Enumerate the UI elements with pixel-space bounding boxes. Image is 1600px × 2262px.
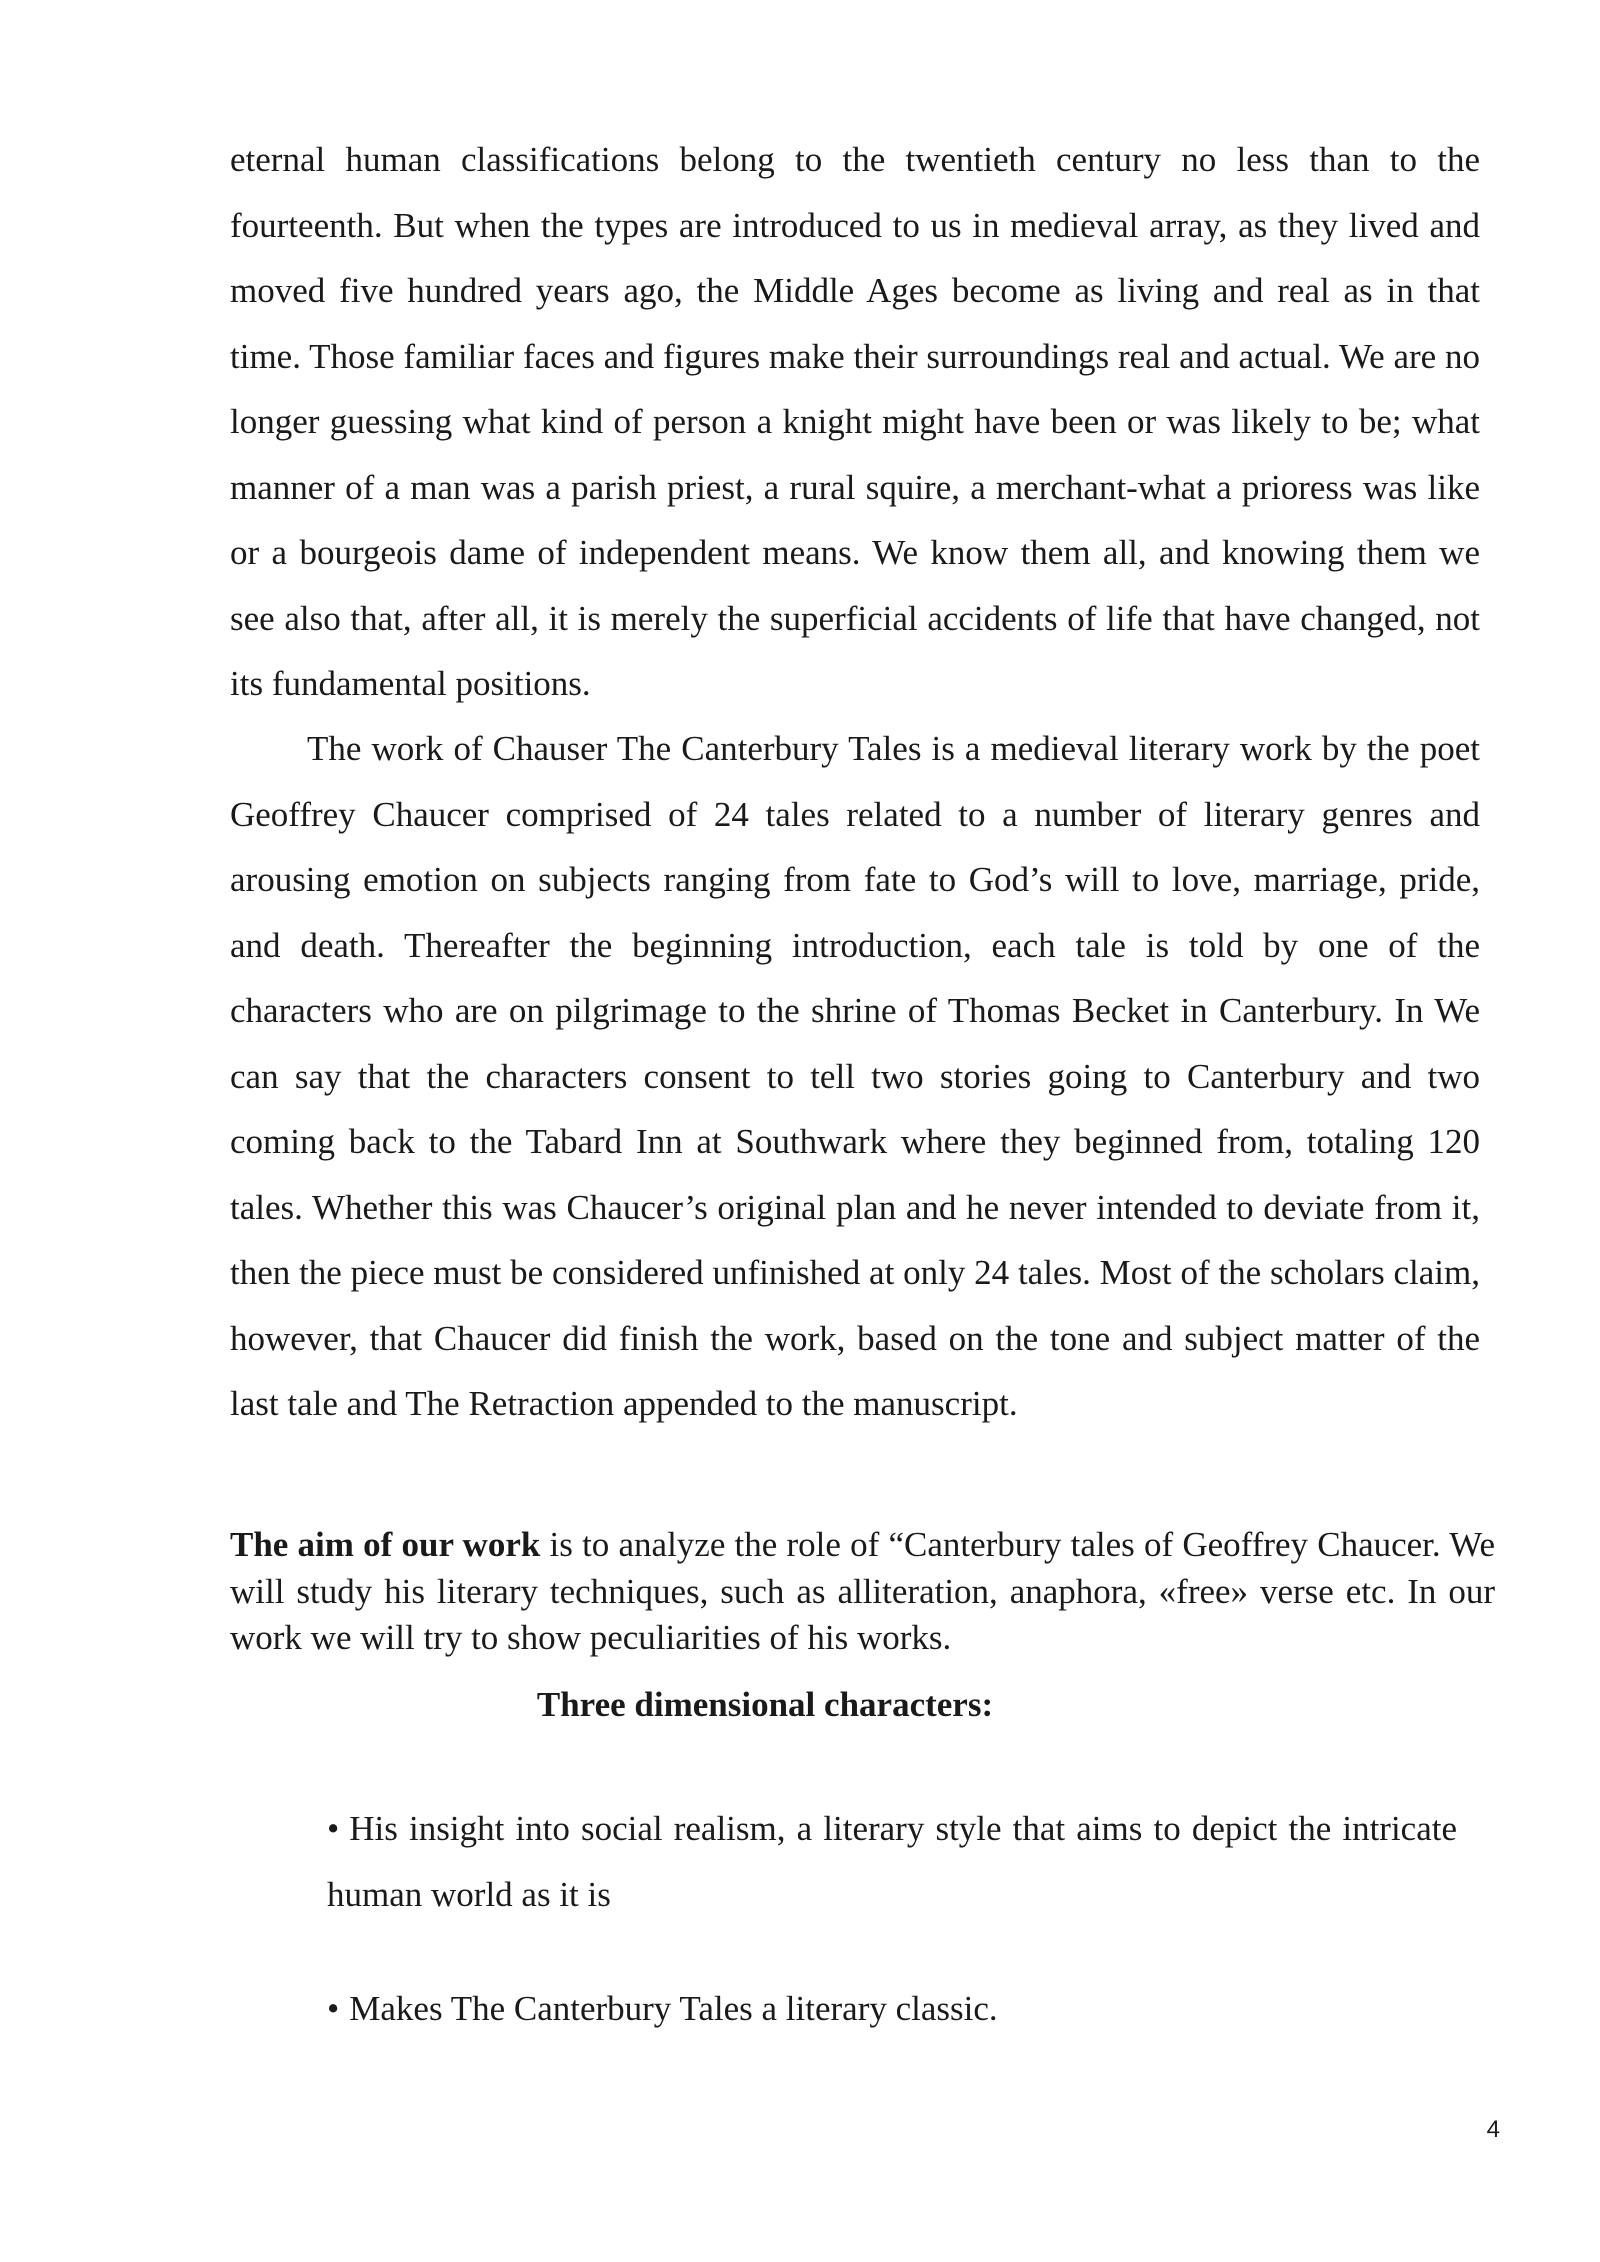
list-item-text: Makes The Canterbury Tales a literary classic.: [349, 1989, 998, 2028]
list-item-text: His insight into social realism, a literary style that aims to depict the intricate human world as it is: [327, 1809, 1457, 1914]
aim-text: is to analyze the role of “Canterbury tales of Geoffrey Chaucer. We will study his literary techniques, such as alliteration, anaphora, «free» verse etc. In our work we will try to show peculiarities of his works.: [230, 1525, 1495, 1657]
aim-lead-phrase: The aim of our work: [230, 1525, 541, 1564]
list-item: [327, 1796, 1457, 1927]
bullet-marker: •: [327, 1809, 340, 1848]
aim-paragraph: [230, 1522, 1495, 1662]
bullet-marker: •: [327, 1989, 340, 2028]
body-paragraph-canterbury-tales: The work of Chauser The Canterbury Tales is a medieval literary work by the poet Geoffrey Chaucer comprised of 24 tales related to a number of literary genres and arousing emotion on subjects ranging from fate to God’s will to love, marriage, pride, and death. Thereafter the beginning introduction, each tale is told by one of the characters who are on pilgrimage to the shrine of Thomas Becket in Canterbury. In We can say that the characters consent to tell two stories going to Canterbury and two coming back to the Tabard Inn at Southwark where they beginned from, totaling 120 tales. Whether this was Chaucer’s original plan and he never intended to deviate from it, then the piece must be considered unfinished at only 24 tales. Most of the scholars claim, however, that Chaucer did finish the work, based on the tone and subject matter of the last tale and The Retraction appended to the manuscript.: [230, 729, 1480, 1423]
section-heading: Three dimensional characters:: [536, 1685, 994, 1724]
body-paragraph-continued: eternal human classifications belong to the twentieth century no less than to the fourteenth. But when the types are introduced to us in medieval array, as they lived and moved five hundred years ago, the Middle Ages become as living and real as in that time. Those familiar faces and figures make their surroundings real and actual. We are no longer guessing what kind of person a knight might have been or was likely to be; what manner of a man was a parish priest, a rural squire, a merchant-what a prioress was like or a bourgeois dame of independent means. We know them all, and knowing them we see also that, after all, it is merely the superficial accidents of life that have changed, not its fundamental positions.: [230, 140, 1480, 703]
list-item: [327, 1976, 1457, 2042]
bullet-list: [327, 1796, 1457, 2042]
page-number: 4: [1486, 2116, 1500, 2143]
